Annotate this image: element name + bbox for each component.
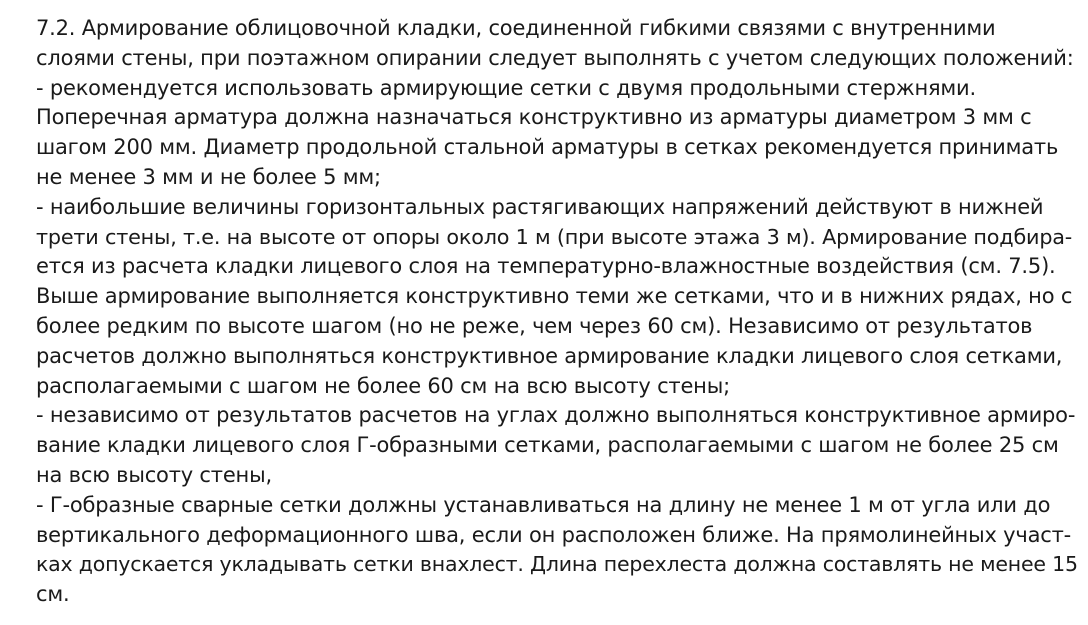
text-line: расчетов должно выполняться конструктивное армирование кладки лицевого слоя сетками,	[36, 343, 1063, 368]
text-line: Поперечная арматура должна назначаться конструктивно из арматуры диаметром 3 мм с	[36, 105, 1032, 130]
text-line: вертикального деформационного шва, если он расположен ближе. На прямолинейных участ-	[36, 522, 1072, 547]
text-line: - рекомендуется использовать армирующие сетки с двумя продольными стержнями.	[36, 75, 976, 100]
text-line: вание кладки лицевого слоя Г-образными сетками, располагаемыми с шагом не более 25 см	[36, 433, 1059, 458]
text-line: - Г-образные сварные сетки должны устанавливаться на длину не менее 1 м от угла или до	[36, 492, 1051, 517]
text-line: ках допускается укладывать сетки внахлест. Длина перехлеста должна составлять не менее 15	[36, 552, 1078, 577]
text-line: шагом 200 мм. Диаметр продольной стальной арматуры в сетках рекомендуется принимать	[36, 135, 1059, 160]
document-text-block	[36, 14, 1076, 610]
text-line: - наибольшие величины горизонтальных растягивающих напряжений действуют в нижней	[36, 194, 1044, 219]
text-line: не менее 3 мм и не более 5 мм;	[36, 164, 381, 189]
text-line: ется из расчета кладки лицевого слоя на температурно-влажностные воздействия (см. 7.5).	[36, 254, 1056, 279]
text-line: - независимо от результатов расчетов на углах должно выполняться конструктивное армиро-	[36, 403, 1076, 428]
text-line: на всю высоту стены,	[36, 462, 272, 487]
text-line: трети стены, т.е. на высоте от опоры около 1 м (при высоте этажа 3 м). Армирование подбира-	[36, 224, 1073, 249]
text-line: слоями стены, при поэтажном опирании следует выполнять с учетом следующих положений:	[36, 45, 1074, 70]
text-line: более редким по высоте шагом (но не реже, чем через 60 см). Независимо от результатов	[36, 313, 1033, 338]
text-line: см.	[36, 582, 70, 607]
text-line: располагаемыми с шагом не более 60 см на всю высоту стены;	[36, 373, 730, 398]
text-line: 7.2. Армирование облицовочной кладки, соединенной гибкими связями с внутренними	[36, 16, 996, 40]
text-line: Выше армирование выполняется конструктивно теми же сетками, что и в нижних рядах, но с	[36, 284, 1073, 309]
